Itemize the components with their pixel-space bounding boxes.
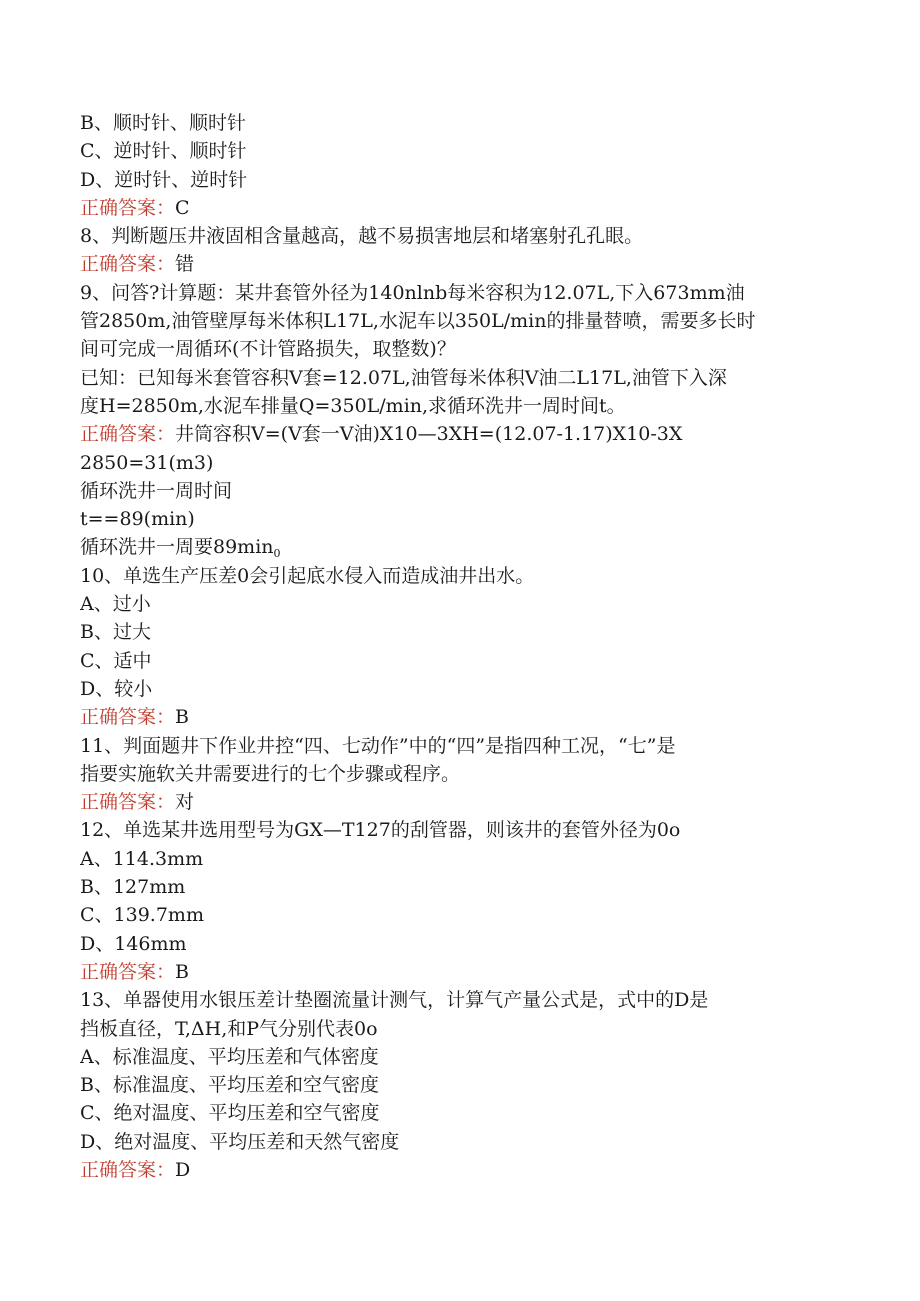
- question-9-line: 间可完成一周循环(不计管路损失，取整数)？: [80, 338, 456, 361]
- option-d: D、较小: [80, 677, 153, 700]
- answer-value: B: [175, 960, 189, 983]
- answer-value: 错: [175, 253, 195, 276]
- question-9-line: 度H=2850m,水泥车排量Q=350L/min,求循环洗井一周时间t。: [80, 394, 626, 417]
- answer-label: 正确答案：: [80, 423, 176, 446]
- answer-label: 正确答案：: [80, 1158, 176, 1181]
- question-11-line: 11、判面题井下作业井控“四、七动作”中的“四”是指四种工况，“七”是: [80, 734, 676, 757]
- option-c: C、绝对温度、平均压差和空气密度: [80, 1102, 380, 1125]
- option-d: D、逆时针、逆时针: [80, 168, 248, 191]
- answer-value: C: [175, 196, 190, 219]
- question-9-line: 已知：已知每米套管容积V套=12.07L,油管每米体积V油二L17L,油管下入深: [80, 366, 727, 389]
- answer-label: 正确答案：: [80, 196, 176, 219]
- answer-line: [80, 703, 840, 731]
- answer-value: D: [175, 1158, 191, 1181]
- document-page: [80, 109, 840, 1184]
- answer-final-subscript: 0: [273, 547, 281, 561]
- answer-continuation: 2850=31(m3): [80, 451, 214, 474]
- answer-label: 正确答案：: [80, 706, 176, 729]
- answer-line: [80, 420, 840, 448]
- answer-line: [80, 250, 840, 278]
- option-d: D、146mm: [80, 932, 187, 955]
- answer-label: 正确答案：: [80, 960, 176, 983]
- answer-line: [80, 788, 840, 816]
- option-d: D、绝对温度、平均压差和天然气密度: [80, 1130, 400, 1153]
- option-c: C、139.7mm: [80, 904, 204, 927]
- answer-value: 井筒容积V=(V套一V油)X10—3XH=(12.07-1.17)X10-3X: [175, 423, 683, 446]
- answer-final-text: 循环洗井一周要89min: [80, 536, 274, 559]
- option-b: B、127mm: [80, 876, 186, 899]
- question-10: 10、单选生产压差0会引起底水侵入而造成油井出水。: [80, 564, 535, 587]
- answer-line: [80, 1156, 840, 1184]
- answer-label: 正确答案：: [80, 791, 176, 814]
- question-12: 12、单选某井选用型号为GX—T127的刮管器，则该井的套管外径为0o: [80, 819, 681, 842]
- question-11-line: 指要实施软关井需要进行的七个步骤或程序。: [80, 762, 461, 785]
- question-8: 8、判断题压井液固相含量越高，越不易损害地层和堵塞射孔孔眼。: [80, 225, 644, 248]
- answer-continuation: t==89(min): [80, 508, 195, 531]
- option-b: B、标准温度、平均压差和空气密度: [80, 1074, 379, 1097]
- answer-continuation: 循环洗井一周时间: [80, 479, 233, 502]
- answer-line: [80, 958, 840, 986]
- answer-value: 对: [175, 791, 195, 814]
- option-a: A、114.3mm: [80, 847, 204, 870]
- question-13-line: 13、单器使用水银压差计垫圈流量计测气，计算气产量公式是，式中的D是: [80, 989, 709, 1012]
- option-a: A、过小: [80, 593, 151, 616]
- answer-label: 正确答案：: [80, 253, 176, 276]
- option-a: A、标准温度、平均压差和气体密度: [80, 1045, 379, 1068]
- question-9-line: 9、问答?计算题：某井套管外径为140nlnb每米容积为12.07L,下入673mm油: [80, 281, 745, 304]
- answer-line: [80, 194, 840, 222]
- option-c: C、逆时针、顺时针: [80, 140, 247, 163]
- question-13-line: 挡板直径，T,ΔH,和P气分别代表0o: [80, 1017, 378, 1040]
- option-b: B、过大: [80, 621, 151, 644]
- answer-continuation: [80, 533, 840, 561]
- answer-value: B: [175, 706, 189, 729]
- question-9-line: 管2850m,油管壁厚每米体积L17L,水泥车以350L/min的排量替喷，需要多长时: [80, 310, 756, 333]
- option-b: B、顺时针、顺时针: [80, 112, 246, 134]
- option-c: C、适中: [80, 649, 152, 672]
